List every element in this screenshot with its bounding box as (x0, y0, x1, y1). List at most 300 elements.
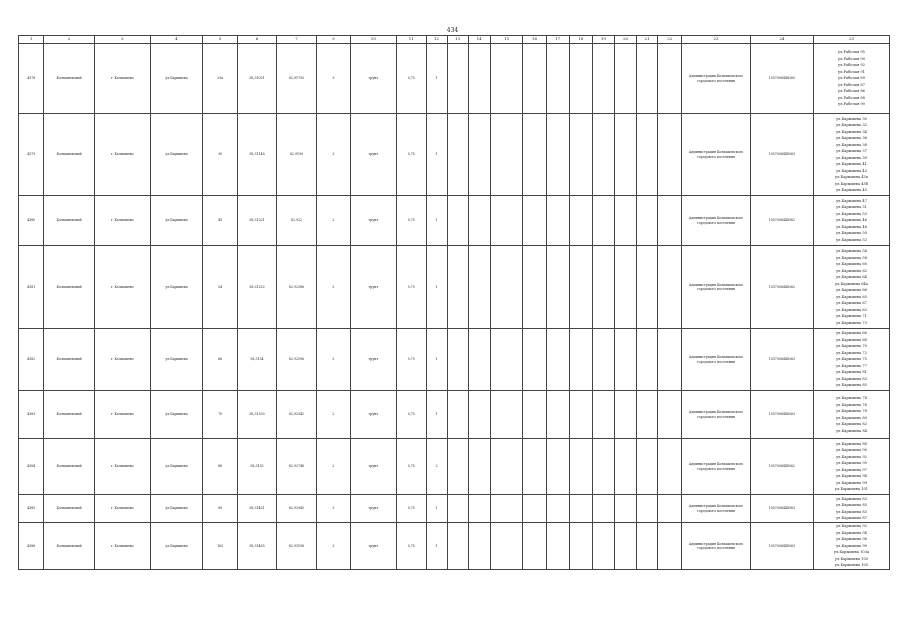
column-header: 20 (614, 36, 636, 44)
street-entry: ул.Барышева 43 (836, 168, 867, 173)
cell-ogrn: 1057006448562 (750, 439, 813, 495)
cell-empty (658, 439, 682, 495)
street-entry: ул.Барышева 81 (836, 370, 867, 375)
cell-c11: 0,75 (397, 114, 426, 196)
cell-district: Колпашевский (44, 44, 95, 114)
street-entry: ул.Барышева 62 (836, 268, 867, 273)
cell-empty (569, 196, 592, 246)
street-entry: ул.Барышева 45 (836, 188, 867, 192)
cell-empty (569, 44, 592, 114)
cell-lat: 58,31201 (238, 196, 277, 246)
street-entry: ул.Барышева 80 (836, 415, 867, 420)
street-entry: ул.Барышева 37 (836, 149, 867, 153)
cell-street: ул.Барышева (150, 196, 203, 246)
street-entry: ул.Барышева 65 (836, 294, 867, 299)
cell-c10: грунт (350, 246, 396, 329)
cell-empty (637, 495, 658, 523)
street-entry: ул.Рабочая 88 (838, 95, 865, 100)
cell-streets (813, 329, 889, 391)
street-entry: ул.Барышева 45б (834, 181, 868, 186)
street-entry: ул.Барышева 66 (836, 288, 867, 292)
cell-empty (447, 44, 468, 114)
cell-empty (614, 329, 636, 391)
table-row (19, 391, 890, 439)
street-entry: ул.Барышева 39 (836, 155, 867, 160)
column-header: 24 (750, 36, 813, 44)
street-entry: ул.Барышева 94 (836, 474, 867, 478)
header-row (19, 36, 890, 44)
cell-empty (569, 439, 592, 495)
cell-district: Колпашевский (44, 439, 95, 495)
street-entry: ул.Барышева 43а (835, 175, 868, 179)
cell-locality: г. Колпашево (94, 329, 150, 391)
cell-locality: г. Колпашево (94, 44, 150, 114)
cell-c12: 1 (426, 329, 447, 391)
street-entry: ул.Барышева 48 (836, 224, 867, 229)
cell-empty (523, 495, 546, 523)
cell-empty (658, 523, 682, 570)
cell-empty (592, 196, 614, 246)
cell-lon: 82,91793 (276, 44, 316, 114)
cell-lat: 58,31465 (238, 523, 277, 570)
table-row (19, 329, 890, 391)
cell-no: 4382 (19, 329, 44, 391)
cell-empty (447, 495, 468, 523)
street-entry: ул.Барышева 84 (836, 428, 867, 433)
street-entry: ул.Барышева 72 (836, 350, 867, 355)
cell-c11: 0,75 (397, 523, 426, 570)
cell-c9: 2 (317, 439, 351, 495)
cell-empty (490, 246, 523, 329)
cell-street: ул.Барышева (150, 439, 203, 495)
cell-ogrn: 1057006448365 (750, 44, 813, 114)
cell-empty (546, 196, 569, 246)
cell-empty (637, 196, 658, 246)
street-entry: ул.Барышева 82 (836, 422, 867, 426)
column-header: 1 (19, 36, 44, 44)
street-entry: ул.Барышева 53 (836, 211, 867, 216)
street-entry: ул.Барышева 58 (836, 255, 867, 260)
cell-house: 30 (203, 114, 238, 196)
cell-empty (523, 523, 546, 570)
cell-empty (569, 495, 592, 523)
table-row (19, 523, 890, 570)
cell-empty (614, 44, 636, 114)
cell-c9: 3 (317, 44, 351, 114)
cell-c9: 3 (317, 114, 351, 196)
table-row (19, 114, 890, 196)
cell-ogrn: 1057006448563 (750, 329, 813, 391)
cell-c9: 2 (317, 329, 351, 391)
cell-c12: 1 (426, 391, 447, 439)
cell-district: Колпашевский (44, 196, 95, 246)
cell-lat: 58,31393 (238, 391, 277, 439)
cell-empty (447, 246, 468, 329)
street-entry: ул.Барышева 92 (836, 454, 867, 459)
cell-c12: 1 (426, 246, 447, 329)
cell-district: Колпашевский (44, 329, 95, 391)
street-entry: ул.Барышева 38 (836, 142, 867, 147)
column-header: 18 (569, 36, 592, 44)
street-entry: ул.Барышева 30 (836, 116, 867, 121)
cell-street: ул.Барышева (150, 114, 203, 196)
cell-empty (592, 246, 614, 329)
cell-house: 105 (203, 523, 238, 570)
cell-empty (490, 114, 523, 196)
cell-c9: 2 (317, 246, 351, 329)
cell-lon: 82,92386 (276, 246, 316, 329)
cell-empty (592, 495, 614, 523)
street-entry: ул.Барышева 66 (836, 331, 867, 336)
street-entry: ул.Барышева 95 (836, 461, 867, 465)
cell-empty (523, 329, 546, 391)
street-entry: ул.Барышева 92 (836, 524, 867, 528)
cell-empty (468, 523, 490, 570)
street-entry: ул.Барышева 41 (836, 162, 867, 166)
cell-c10: грунт (350, 523, 396, 570)
cell-house: 54 (203, 246, 238, 329)
cell-ogrn: 1057006448562 (750, 246, 813, 329)
register-table (18, 35, 890, 570)
street-entry: ул.Барышева 99 (836, 480, 867, 485)
street-entry: ул.Барышева 51 (836, 205, 867, 210)
column-header: 9 (317, 36, 351, 44)
cell-house: 66 (203, 329, 238, 391)
street-entry: ул.Барышева 60 (836, 262, 867, 266)
street-entry: ул.Барышева 103 (834, 556, 869, 561)
street-entry: ул.Барышева 63 (836, 307, 867, 312)
cell-district: Колпашевский (44, 246, 95, 329)
street-entry: ул.Барышева 87 (836, 516, 867, 520)
cell-c11: 0,75 (397, 329, 426, 391)
cell-lon: 82,92748 (276, 439, 316, 495)
cell-district: Колпашевский (44, 391, 95, 439)
cell-empty (546, 391, 569, 439)
cell-empty (447, 114, 468, 196)
cell-lon: 82,922 (276, 196, 316, 246)
cell-c10: грунт (350, 44, 396, 114)
cell-empty (658, 114, 682, 196)
cell-c9: 3 (317, 523, 351, 570)
cell-empty (637, 523, 658, 570)
cell-empty (546, 44, 569, 114)
cell-c10: грунт (350, 439, 396, 495)
street-entry: ул.Барышева 74 (836, 396, 867, 400)
cell-street: ул.Барышева (150, 329, 203, 391)
cell-empty (468, 329, 490, 391)
street-entry: ул.Барышева 88 (836, 441, 867, 446)
cell-empty (523, 439, 546, 495)
cell-no: 4386 (19, 523, 44, 570)
column-header: 7 (276, 36, 316, 44)
cell-admin: Администрация Колпашевского городского поселения (682, 495, 750, 523)
column-header: 23 (682, 36, 750, 44)
street-entry: ул.Барышева 94 (836, 530, 867, 535)
cell-ogrn: 1057006448563 (750, 114, 813, 196)
cell-c12: 1 (426, 196, 447, 246)
cell-no: 4383 (19, 391, 44, 439)
street-entry: ул.Барышева 99 (836, 543, 867, 548)
cell-empty (468, 196, 490, 246)
cell-empty (592, 439, 614, 495)
street-entry: ул.Барышева 85 (836, 503, 867, 507)
cell-c11: 0,75 (397, 246, 426, 329)
cell-empty (637, 44, 658, 114)
column-header: 4 (150, 36, 203, 44)
cell-streets (813, 523, 889, 570)
column-header: 14 (468, 36, 490, 44)
street-entry: ул.Барышева 36 (836, 136, 867, 140)
cell-streets (813, 495, 889, 523)
cell-admin: Администрация Колпашевского городского поселения (682, 246, 750, 329)
cell-streets (813, 114, 889, 196)
cell-no: 4384 (19, 439, 44, 495)
street-entry: ул.Барышева 32 (836, 123, 867, 127)
cell-empty (637, 391, 658, 439)
cell-no: 4378 (19, 44, 44, 114)
street-entry: ул.Барышева 68 (836, 337, 867, 342)
cell-c12: 1 (426, 114, 447, 196)
cell-admin: Администрация Колпашевского городского поселения (682, 44, 750, 114)
cell-lon: 82,9199 (276, 114, 316, 196)
street-entry: ул.Барышева 54 (836, 249, 867, 253)
cell-locality: г. Колпашево (94, 523, 150, 570)
cell-house: 29а (203, 44, 238, 114)
cell-admin: Администрация Колпашевского городского поселения (682, 114, 750, 196)
street-entry: ул.Барышева 77 (836, 363, 867, 368)
cell-admin: Администрация Колпашевского городского поселения (682, 196, 750, 246)
cell-empty (658, 391, 682, 439)
street-entry: ул.Рабочая 87 (838, 82, 865, 87)
cell-street: ул.Барышева (150, 495, 203, 523)
street-entry: ул.Рабочая 92 (838, 63, 865, 68)
cell-lon: 82,92945 (276, 495, 316, 523)
column-header: 11 (397, 36, 426, 44)
cell-empty (569, 391, 592, 439)
cell-empty (523, 114, 546, 196)
street-entry: ул.Рабочая 91 (838, 69, 865, 74)
cell-locality: г. Колпашево (94, 495, 150, 523)
cell-lon: 82,92542 (276, 391, 316, 439)
cell-district: Колпашевский (44, 495, 95, 523)
cell-empty (592, 523, 614, 570)
cell-empty (447, 196, 468, 246)
street-entry: ул.Барышева 47 (836, 198, 867, 203)
cell-empty (569, 114, 592, 196)
cell-locality: г. Колпашево (94, 196, 150, 246)
cell-no: 4380 (19, 196, 44, 246)
cell-no: 4385 (19, 495, 44, 523)
cell-lat: 58,31401 (238, 495, 277, 523)
cell-house: 89 (203, 495, 238, 523)
column-header: 13 (447, 36, 468, 44)
cell-streets (813, 246, 889, 329)
column-header: 22 (658, 36, 682, 44)
cell-c10: грунт (350, 196, 396, 246)
table-row (19, 44, 890, 114)
street-entry: ул.Барышева 75 (836, 357, 867, 362)
cell-locality: г. Колпашево (94, 391, 150, 439)
column-header: 15 (490, 36, 523, 44)
column-header: 2 (44, 36, 95, 44)
cell-ogrn: 1057006448563 (750, 495, 813, 523)
cell-empty (569, 523, 592, 570)
cell-streets (813, 439, 889, 495)
column-header: 16 (523, 36, 546, 44)
street-entry: ул.Барышева 101 (834, 487, 869, 491)
cell-empty (490, 329, 523, 391)
table-row (19, 246, 890, 329)
cell-empty (592, 329, 614, 391)
cell-empty (614, 523, 636, 570)
cell-empty (468, 246, 490, 329)
page-number: 434 (446, 27, 459, 34)
street-entry: ул.Барышева 50 (836, 231, 867, 236)
street-entry: ул.Барышева 64 (836, 275, 867, 279)
cell-house: 88 (203, 439, 238, 495)
table-row (19, 439, 890, 495)
column-header: 19 (592, 36, 614, 44)
cell-c11: 0,75 (397, 44, 426, 114)
cell-house: 70 (203, 391, 238, 439)
street-entry: ул.Рабочая 89 (838, 76, 865, 81)
cell-c10: грунт (350, 114, 396, 196)
cell-c12: 2 (426, 439, 447, 495)
cell-c10: грунт (350, 329, 396, 391)
cell-lat: 58,3134 (238, 329, 277, 391)
cell-c11: 0,75 (397, 495, 426, 523)
cell-empty (592, 114, 614, 196)
cell-c11: 0,75 (397, 439, 426, 495)
cell-c10: грунт (350, 391, 396, 439)
cell-empty (658, 495, 682, 523)
cell-empty (614, 439, 636, 495)
street-entry: ул.Барышева 105 (834, 563, 869, 567)
cell-empty (546, 439, 569, 495)
street-entry: ул.Барышева 83 (836, 496, 867, 501)
street-entry: ул.Рабочая 86 (838, 89, 865, 94)
cell-empty (637, 246, 658, 329)
cell-ogrn: 1057006448563 (750, 391, 813, 439)
cell-empty (614, 246, 636, 329)
cell-empty (592, 44, 614, 114)
cell-lat: 58,31091 (238, 44, 277, 114)
cell-street: ул.Барышева (150, 44, 203, 114)
cell-empty (569, 329, 592, 391)
cell-empty (490, 523, 523, 570)
cell-c12: 1 (426, 44, 447, 114)
street-entry: ул.Рабочая 90 (838, 102, 865, 107)
cell-ogrn: 1057006448563 (750, 523, 813, 570)
street-entry: ул.Барышева 78 (836, 409, 867, 413)
cell-c11: 0,75 (397, 196, 426, 246)
cell-streets (813, 391, 889, 439)
cell-empty (490, 44, 523, 114)
street-entry: ул.Рабочая 95 (838, 50, 865, 55)
cell-empty (614, 391, 636, 439)
cell-empty (658, 44, 682, 114)
cell-empty (546, 495, 569, 523)
cell-empty (523, 246, 546, 329)
cell-lon: 82,93108 (276, 523, 316, 570)
cell-lon: 82,92596 (276, 329, 316, 391)
cell-street: ул.Барышева (150, 523, 203, 570)
cell-streets (813, 44, 889, 114)
cell-empty (468, 114, 490, 196)
cell-locality: г. Колпашево (94, 114, 150, 196)
street-entry: ул.Барышева 64а (835, 281, 868, 286)
cell-empty (546, 246, 569, 329)
street-entry: ул.Барышева 67 (836, 301, 867, 305)
cell-empty (447, 391, 468, 439)
cell-no: 4381 (19, 246, 44, 329)
cell-c9: 2 (317, 196, 351, 246)
cell-empty (592, 391, 614, 439)
cell-lat: 58,31252 (238, 246, 277, 329)
street-entry: ул.Барышева 83 (836, 376, 867, 381)
table-row (19, 196, 890, 246)
cell-empty (637, 114, 658, 196)
cell-lat: 58,31148 (238, 114, 277, 196)
column-header: 12 (426, 36, 447, 44)
cell-empty (490, 196, 523, 246)
cell-empty (468, 391, 490, 439)
cell-locality: г. Колпашево (94, 246, 150, 329)
cell-empty (523, 44, 546, 114)
cell-empty (468, 495, 490, 523)
cell-ogrn: 1057006448562 (750, 196, 813, 246)
street-entry: ул.Барышева 73 (836, 320, 867, 325)
street-entry: ул.Барышева 97 (836, 467, 867, 472)
column-header: 17 (546, 36, 569, 44)
cell-c9: 3 (317, 495, 351, 523)
cell-streets (813, 196, 889, 246)
cell-empty (614, 114, 636, 196)
street-entry: ул.Барышева 52 (836, 237, 867, 242)
cell-admin: Администрация Колпашевского городского поселения (682, 391, 750, 439)
cell-empty (523, 391, 546, 439)
street-entry: ул.Барышева 34 (836, 129, 867, 134)
street-entry: ул.Барышева 96 (836, 537, 867, 541)
street-entry: ул.Барышева 103а (833, 550, 870, 554)
cell-district: Колпашевский (44, 114, 95, 196)
column-header: 6 (238, 36, 277, 44)
cell-lat: 58,3135 (238, 439, 277, 495)
cell-c10: грунт (350, 495, 396, 523)
cell-empty (614, 495, 636, 523)
cell-empty (468, 44, 490, 114)
cell-locality: г. Колпашево (94, 439, 150, 495)
cell-empty (447, 523, 468, 570)
cell-street: ул.Барышева (150, 246, 203, 329)
cell-c12: 1 (426, 523, 447, 570)
cell-empty (468, 439, 490, 495)
cell-empty (490, 495, 523, 523)
cell-empty (447, 439, 468, 495)
cell-empty (546, 329, 569, 391)
cell-street: ул.Барышева (150, 391, 203, 439)
street-entry: ул.Барышева 70 (836, 344, 867, 349)
cell-empty (658, 329, 682, 391)
cell-admin: Администрация Колпашевского городского поселения (682, 329, 750, 391)
street-entry: ул.Барышева 46 (836, 218, 867, 223)
street-entry: ул.Барышева 71 (836, 314, 867, 318)
cell-empty (490, 439, 523, 495)
cell-empty (658, 246, 682, 329)
street-entry: ул.Барышева 76 (836, 402, 867, 407)
street-entry: ул.Рабочая 90 (838, 56, 865, 61)
cell-c12: 1 (426, 495, 447, 523)
